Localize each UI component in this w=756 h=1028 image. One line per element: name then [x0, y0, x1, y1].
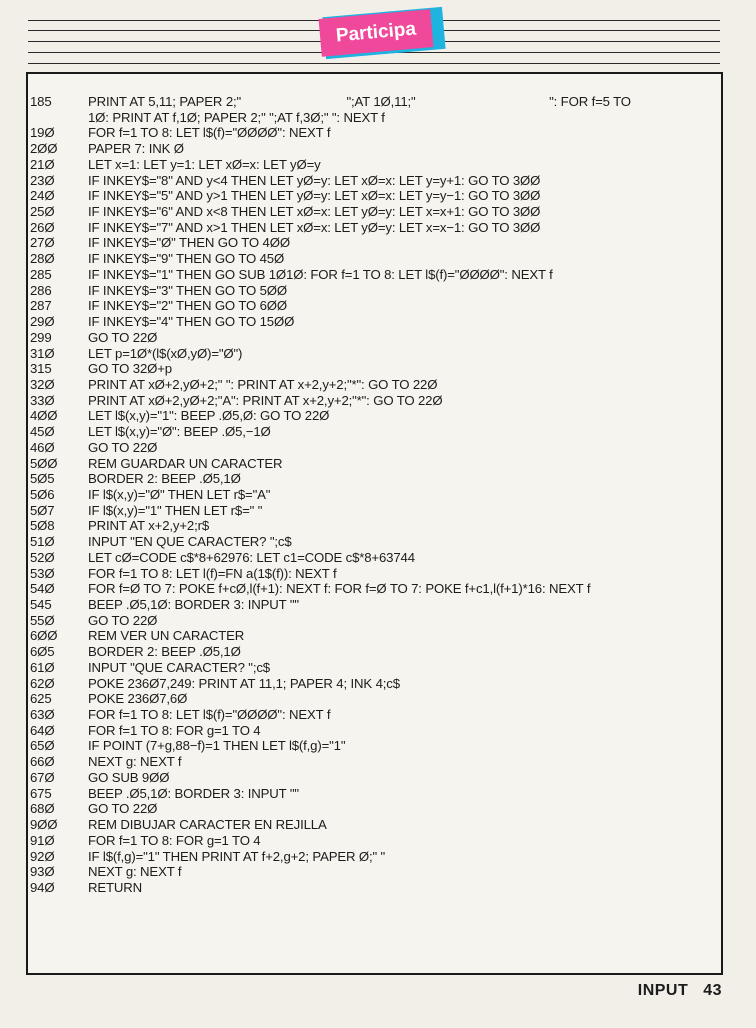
line-number: 31Ø [30, 345, 55, 361]
code-line [30, 235, 720, 251]
code-line [30, 314, 720, 330]
code-line [30, 754, 720, 770]
code-statement: FOR f=1 TO 8: FOR g=1 TO 4 [88, 722, 261, 738]
code-statement: IF INKEY$="8" AND y<4 THEN LET yØ=y: LET xØ=x: LET y=y+1: GO TO 3ØØ [88, 172, 541, 188]
code-line [30, 566, 720, 582]
code-statement: IF l$(f,g)="1" THEN PRINT AT f+2,g+2; PAPER Ø;" " [88, 848, 386, 864]
code-line [30, 251, 720, 267]
code-line [30, 361, 720, 377]
line-number: 93Ø [30, 864, 55, 880]
line-number: 92Ø [30, 848, 55, 864]
line-number: 29Ø [30, 314, 55, 330]
code-statement: GO TO 22Ø [88, 801, 158, 817]
code-line [30, 801, 720, 817]
code-line [30, 298, 720, 314]
line-number: 299 [30, 329, 52, 345]
line-number: 63Ø [30, 707, 55, 723]
code-statement: IF POINT (7+g,88−f)=1 THEN LET l$(f,g)="1" [88, 738, 346, 754]
code-line [30, 157, 720, 173]
code-statement: LET p=1Ø*(l$(xØ,yØ)="Ø") [88, 345, 243, 361]
code-statement: IF INKEY$="2" THEN GO TO 6ØØ [88, 298, 288, 314]
line-number: 52Ø [30, 549, 55, 565]
line-number: 19Ø [30, 125, 55, 141]
code-line [30, 487, 720, 503]
code-statement: NEXT g: NEXT f [88, 864, 182, 880]
code-line [30, 330, 720, 346]
code-statement: GO TO 22Ø [88, 329, 158, 345]
code-line [30, 676, 720, 692]
line-number: 91Ø [30, 832, 55, 848]
code-statement: FOR f=1 TO 8: LET l$(f)="ØØØØ": NEXT f [88, 125, 331, 141]
code-line [30, 738, 720, 754]
code-statement: FOR f=1 TO 8: LET l(f)=FN a(1$(f)): NEXT f [88, 565, 337, 581]
code-statement: GO TO 22Ø [88, 439, 158, 455]
section-tag-label: Participa [335, 18, 417, 47]
line-number: 5Ø8 [30, 518, 55, 534]
code-statement: NEXT g: NEXT f [88, 754, 182, 770]
code-line [30, 283, 720, 299]
code-line [30, 880, 720, 896]
code-line [30, 125, 720, 141]
line-number: 51Ø [30, 534, 55, 550]
line-number: 55Ø [30, 612, 55, 628]
code-statement: IF INKEY$="Ø" THEN GO TO 4ØØ [88, 235, 290, 251]
line-number: 28Ø [30, 251, 55, 267]
line-number: 6ØØ [30, 628, 58, 644]
code-line [30, 471, 720, 487]
code-statement: BEEP .Ø5,1Ø: BORDER 3: INPUT "" [88, 785, 299, 801]
code-line [30, 833, 720, 849]
code-line [30, 628, 720, 644]
code-statement: IF l$(x,y)="1" THEN LET r$=" " [88, 502, 263, 518]
line-number: 32Ø [30, 376, 55, 392]
code-line [30, 644, 720, 660]
line-number: 286 [30, 282, 52, 298]
line-number: 27Ø [30, 235, 55, 251]
code-statement: IF INKEY$="1" THEN GO SUB 1Ø1Ø: FOR f=1 TO 8: LET l$(f)="ØØØØ": NEXT f [88, 266, 553, 282]
line-number: 6Ø5 [30, 644, 55, 660]
code-statement: LET cØ=CODE c$*8+62976: LET c1=CODE c$*8+63744 [88, 549, 415, 565]
code-statement: LET l$(x,y)="Ø": BEEP .Ø5,−1Ø [88, 424, 271, 440]
line-number: 61Ø [30, 659, 55, 675]
code-statement: POKE 236Ø7,6Ø [88, 691, 188, 707]
code-statement: LET x=1: LET y=1: LET xØ=x: LET yØ=y [88, 156, 321, 172]
code-line [30, 456, 720, 472]
program-listing [30, 94, 720, 896]
code-statement: INPUT "QUE CARACTER? ";c$ [88, 659, 270, 675]
code-line [30, 188, 720, 204]
code-statement: PRINT AT xØ+2,yØ+2;" ": PRINT AT x+2,y+2;"*": GO TO 22Ø [88, 376, 438, 392]
code-line [30, 660, 720, 676]
code-statement: IF l$(x,y)="Ø" THEN LET r$="A" [88, 486, 271, 502]
code-line [30, 518, 720, 534]
code-line [30, 173, 720, 189]
code-line [30, 786, 720, 802]
code-line [30, 770, 720, 786]
code-statement: IF INKEY$="5" AND y>1 THEN LET yØ=y: LET xØ=x: LET y=y−1: GO TO 3ØØ [88, 188, 541, 204]
line-number: 45Ø [30, 424, 55, 440]
code-line [30, 707, 720, 723]
line-number: 315 [30, 361, 52, 377]
code-line [30, 440, 720, 456]
code-statement: IF INKEY$="6" AND x<8 THEN LET xØ=x: LET yØ=y: LET x=x+1: GO TO 3ØØ [88, 204, 541, 220]
code-statement: LET l$(x,y)="1": BEEP .Ø5,Ø: GO TO 22Ø [88, 408, 330, 424]
code-statement: FOR f=Ø TO 7: POKE f+cØ,l(f+1): NEXT f: FOR f=Ø TO 7: POKE f+c1,l(f+1)*16: NEXT f [88, 581, 591, 597]
code-statement: IF INKEY$="9" THEN GO TO 45Ø [88, 251, 285, 267]
line-number: 66Ø [30, 754, 55, 770]
code-line [30, 613, 720, 629]
code-statement: 1Ø: PRINT AT f,1Ø; PAPER 2;" ";AT f,3Ø;" ": NEXT f [88, 109, 385, 125]
line-number: 5Ø6 [30, 486, 55, 502]
code-statement: POKE 236Ø7,249: PRINT AT 11,1; PAPER 4; INK 4;c$ [88, 675, 400, 691]
section-tag [318, 8, 446, 58]
line-number: 9ØØ [30, 817, 58, 833]
code-statement: IF INKEY$="4" THEN GO TO 15ØØ [88, 314, 295, 330]
code-line [30, 503, 720, 519]
code-statement: REM DIBUJAR CARACTER EN REJILLA [88, 817, 327, 833]
line-number: 64Ø [30, 722, 55, 738]
line-number: 285 [30, 266, 52, 282]
magazine-name: INPUT [637, 982, 689, 999]
code-line [30, 220, 720, 236]
code-statement: BORDER 2: BEEP .Ø5,1Ø [88, 644, 241, 660]
code-line [30, 581, 720, 597]
code-statement: GO TO 32Ø+p [88, 361, 172, 377]
code-statement: BORDER 2: BEEP .Ø5,1Ø [88, 471, 241, 487]
line-number: 5ØØ [30, 455, 58, 471]
code-line [30, 864, 720, 880]
line-number: 67Ø [30, 769, 55, 785]
page-footer [638, 982, 722, 1000]
line-number: 33Ø [30, 392, 55, 408]
code-line [30, 110, 720, 126]
line-number: 287 [30, 298, 52, 314]
code-statement: REM VER UN CARACTER [88, 628, 245, 644]
line-number: 675 [30, 785, 52, 801]
code-line [30, 691, 720, 707]
line-number: 62Ø [30, 675, 55, 691]
line-number: 26Ø [30, 219, 55, 235]
code-statement: RETURN [88, 879, 143, 895]
code-line [30, 408, 720, 424]
code-statement: PAPER 7: INK Ø [88, 141, 184, 157]
code-statement: FOR f=1 TO 8: LET l$(f)="ØØØØ": NEXT f [88, 707, 331, 723]
code-statement: IF INKEY$="3" THEN GO TO 5ØØ [88, 282, 288, 298]
line-number: 545 [30, 597, 52, 612]
code-line [30, 393, 720, 409]
line-number: 4ØØ [30, 408, 58, 424]
code-line [30, 817, 720, 833]
line-number: 68Ø [30, 801, 55, 817]
code-statement: BEEP .Ø5,1Ø: BORDER 3: INPUT "" [88, 597, 299, 612]
code-line [30, 534, 720, 550]
line-number: 23Ø [30, 172, 55, 188]
line-number: 185 [30, 94, 52, 109]
code-line [30, 204, 720, 220]
code-line [30, 723, 720, 739]
line-number: 2ØØ [30, 141, 58, 157]
code-line [30, 267, 720, 283]
line-number: 25Ø [30, 204, 55, 220]
code-statement: INPUT "EN QUE CARACTER? ";c$ [88, 534, 292, 550]
code-line [30, 346, 720, 362]
code-statement: PRINT AT 5,11; PAPER 2;" ";AT 1Ø,11;" ": FOR f=5 TO [88, 94, 631, 109]
code-statement: GO SUB 9ØØ [88, 769, 170, 785]
line-number: 5Ø7 [30, 502, 55, 518]
code-statement: GO TO 22Ø [88, 612, 158, 628]
code-line [30, 849, 720, 865]
line-number: 21Ø [30, 156, 55, 172]
line-number: 53Ø [30, 565, 55, 581]
line-number: 54Ø [30, 581, 55, 597]
line-number [30, 110, 88, 126]
code-statement: PRINT AT xØ+2,yØ+2;"A": PRINT AT x+2,y+2;"*": GO TO 22Ø [88, 392, 443, 408]
code-line [30, 94, 720, 110]
code-statement: FOR f=1 TO 8: FOR g=1 TO 4 [88, 832, 261, 848]
page-number: 43 [703, 982, 722, 999]
line-number: 5Ø5 [30, 471, 55, 487]
code-statement: IF INKEY$="7" AND x>1 THEN LET xØ=x: LET yØ=y: LET x=x−1: GO TO 3ØØ [88, 219, 541, 235]
code-line [30, 377, 720, 393]
line-number: 24Ø [30, 188, 55, 204]
code-line [30, 597, 720, 613]
line-number: 65Ø [30, 738, 55, 754]
code-line [30, 550, 720, 566]
code-line [30, 424, 720, 440]
code-line [30, 141, 720, 157]
line-number: 625 [30, 691, 52, 707]
line-number: 46Ø [30, 439, 55, 455]
code-statement: PRINT AT x+2,y+2;r$ [88, 518, 210, 534]
code-statement: REM GUARDAR UN CARACTER [88, 455, 283, 471]
line-number: 94Ø [30, 879, 55, 895]
